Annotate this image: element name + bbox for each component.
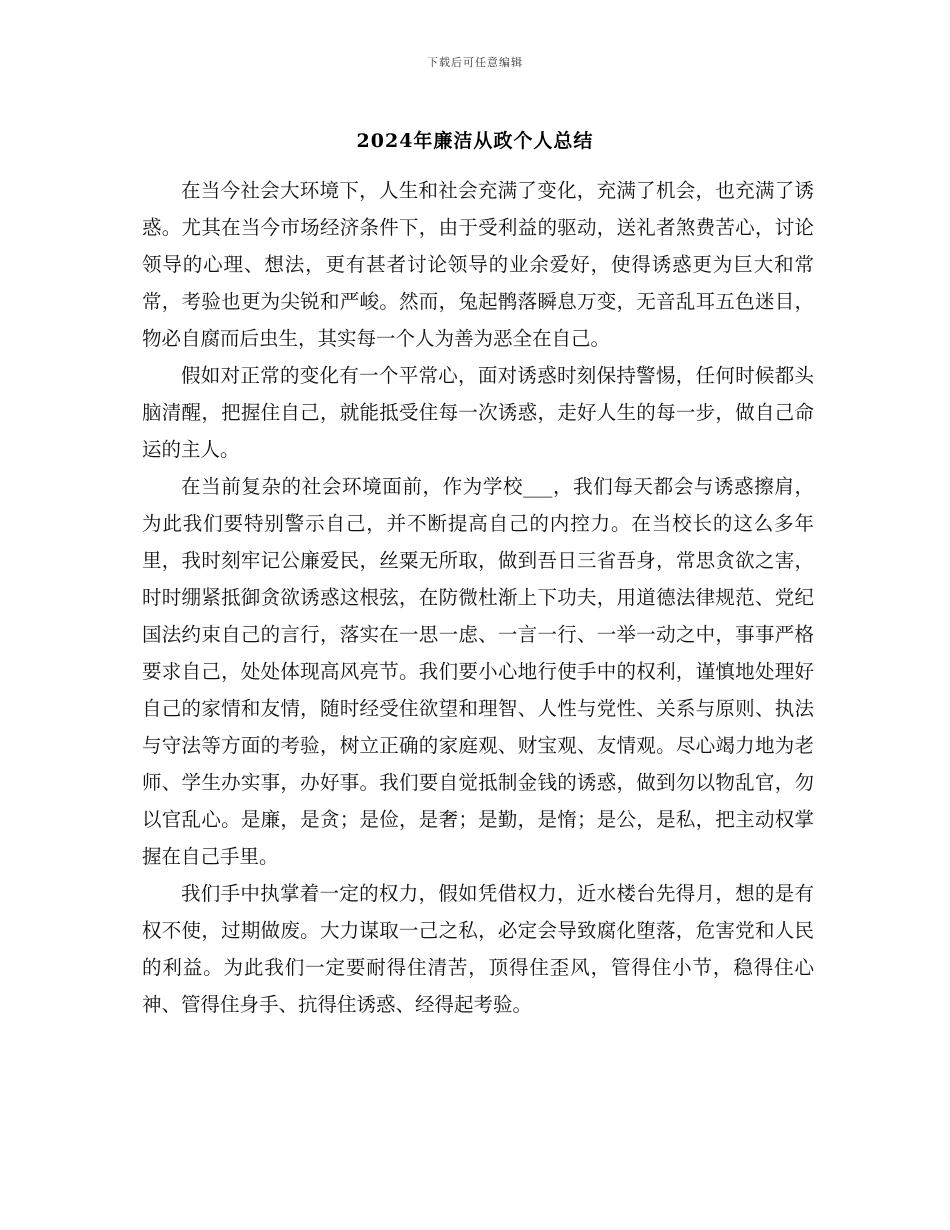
paragraph-1: 在当今社会大环境下，人生和社会充满了变化，充满了机会，也充满了诱惑。尤其在当今市场经济条件下，由于受利益的驱动，送礼者煞费苦心，讨论领导的心理、想法，更有甚者讨论领导的业余爱好，使得诱惑更为巨大和常常，考验也更为尖锐和严峻。然而，兔起鹘落瞬息万变，无音乱耳五色迷目，物必自腐而后虫生，其实每一个人为善为恶全在自己。: [142, 179, 814, 350]
paragraph-2: 假如对正常的变化有一个平常心，面对诱惑时刻保持警惕，任何时候都头脑清醒，把握住自己，就能抵受住每一次诱惑，走好人生的每一步，做自己命运的主人。: [142, 364, 814, 461]
document-body: [142, 172, 814, 1023]
paragraph-3: 在当前复杂的社会环境面前，作为学校___，我们每天都会与诱惑擦肩，为此我们要特别警示自己，并不断提高自己的内控力。在当校长的这么多年里，我时刻牢记公廉爱民，丝粟无所取，做到吾日三省吾身，常思贪欲之害，时时绷紧抵御贪欲诱惑这根弦，在防微杜渐上下功夫，用道德法律规范、党纪国法约束自己的言行，落实在一思一虑、一言一行、一举一动之中，事事严格要求自己，处处体现高风亮节。我们要小心地行使手中的权利，谨慎地处理好自己的家情和友情，随时经受住欲望和理智、人性与党性、关系与原则、执法与守法等方面的考验，树立正确的家庭观、财宝观、友情观。尽心竭力地为老师、学生办实事，办好事。我们要自觉抵制金钱的诱惑，做到勿以物乱官，勿以官乱心。是廉，是贪；是俭，是奢；是勤，是惰；是公，是私，把主动权掌握在自己手里。: [142, 475, 814, 868]
paragraph-4: 我们手中执掌着一定的权力，假如凭借权力，近水楼台先得月，想的是有权不使，过期做废。大力谋取一己之私，必定会导致腐化堕落，危害党和人民的利益。为此我们一定要耐得住清苦，顶得住歪风，管得住小节，稳得住心神、管得住身手、抗得住诱惑、经得起考验。: [142, 882, 814, 1016]
page-header-note: 下载后可任意编辑: [427, 56, 523, 69]
document-title: 2024年廉洁从政个人总结: [356, 130, 594, 152]
